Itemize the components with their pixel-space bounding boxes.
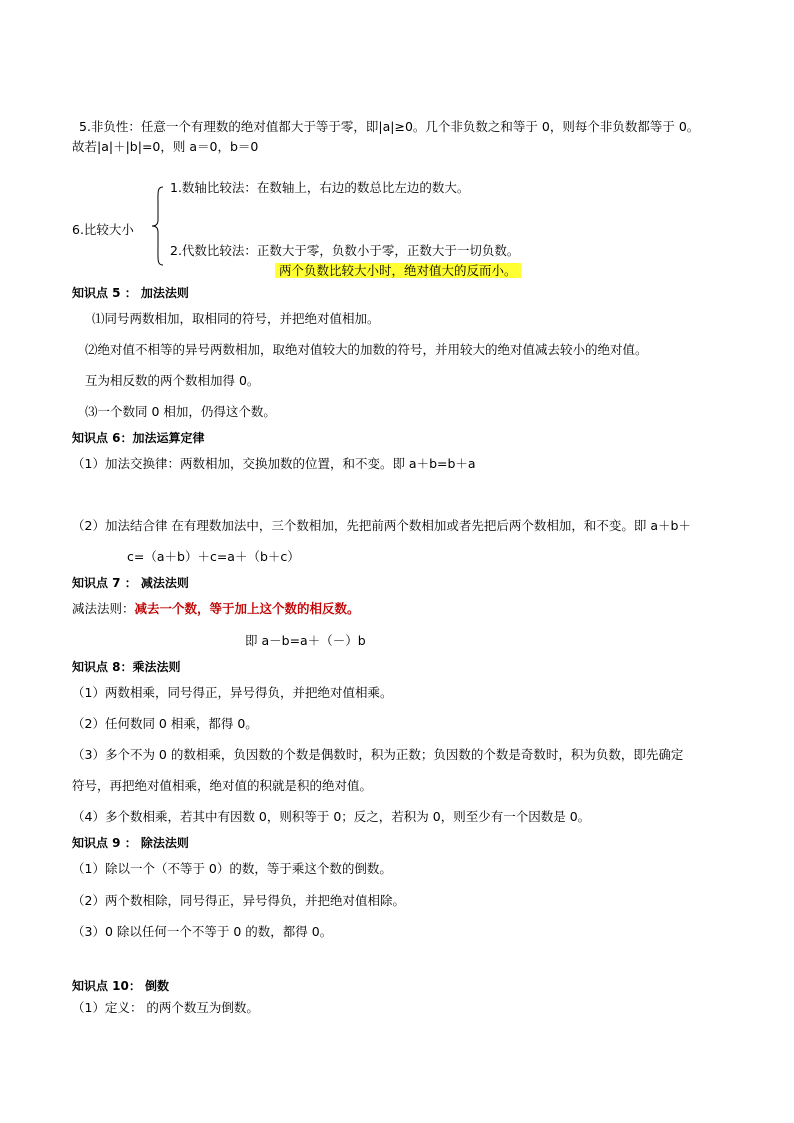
k9-rule3: （3）0 除以任何一个不等于 0 的数，都得 0。: [72, 924, 333, 939]
s6-highlight: [275, 263, 521, 279]
k6-rule1: （1）加法交换律：两数相加，交换加数的位置，和不变。即 a＋b=b＋a: [72, 456, 476, 471]
k8-rule2: （2）任何数同 0 相乘，都得 0。: [72, 716, 258, 731]
k9-rule2: （2）两个数相除，同号得正，异号得负，并把绝对值相除。: [72, 893, 405, 908]
s6-item1: 1.数轴比较法：在数轴上，右边的数总比左边的数大。: [170, 180, 470, 195]
s6-item2: 2.代数比较法：正数大于零，负数小于零，正数大于一切负数。: [170, 243, 520, 258]
k6-rule2b: c=（a＋b）＋c=a＋（b＋c）: [127, 549, 300, 564]
highlight-text: 两个负数比较大小时，绝对值大的反而小。: [275, 263, 521, 278]
k8-title: 知识点 8：乘法法则: [72, 660, 181, 674]
k7-formula: 即 a－b=a＋（－）b: [245, 633, 366, 648]
k7-rule: [72, 601, 360, 617]
k5-title: 知识点 5 ： 加法法则: [72, 286, 189, 300]
k8-rule3: （3）多个不为 0 的数相乘，负因数的个数是偶数时，积为正数；负因数的个数是奇数时，积为负数，即先确定: [72, 747, 684, 762]
k7-title: 知识点 7 ： 减法法则: [72, 576, 189, 590]
k7-rule-text: 减去一个数，等于加上这个数的相反数。: [134, 601, 360, 616]
k10-rule1: （1）定义： 的两个数互为倒数。: [72, 1000, 259, 1015]
k7-prefix: 减法法则：: [72, 601, 135, 616]
k5-rule1: ⑴同号两数相加，取相同的符号，并把绝对值相加。: [92, 311, 380, 326]
k8-rule4: （4）多个数相乘，若其中有因数 0，则积等于 0；反之，若积为 0，则至少有一个因数是 0。: [72, 809, 591, 824]
k5-rule2b: 互为相反数的两个数相加得 0。: [85, 373, 260, 388]
k9-rule1: （1）除以一个（不等于 0）的数，等于乘这个数的倒数。: [72, 861, 392, 876]
s5-line2: 故若|a|＋|b|=0，则 a＝0，b＝0: [72, 139, 259, 154]
k10-title: 知识点 10： 倒数: [72, 979, 170, 993]
s6-label: 6.比较大小: [72, 222, 134, 237]
k6-rule2: （2）加法结合律 在有理数加法中，三个数相加，先把前两个数相加或者先把后两个数相加，和不变。即 a＋b＋: [72, 518, 691, 533]
k6-title: 知识点 6：加法运算定律: [72, 431, 205, 445]
k5-rule3: ⑶一个数同 0 相加，仍得这个数。: [85, 404, 276, 419]
k8-rule3b: 符号，再把绝对值相乘，绝对值的积就是积的绝对值。: [72, 778, 373, 793]
k8-rule1: （1）两数相乘，同号得正，异号得负，并把绝对值相乘。: [72, 685, 393, 700]
s5-line1: 5.非负性：任意一个有理数的绝对值都大于等于零，即|a|≥0。几个非负数之和等于 0，则每个非负数都等于 0。: [79, 119, 700, 134]
k9-title: 知识点 9 ： 除法法则: [72, 836, 189, 850]
brace-icon: [151, 186, 165, 266]
k5-rule2: ⑵绝对值不相等的异号两数相加，取绝对值较大的加数的符号，并用较大的绝对值减去较小的绝对值。: [85, 342, 648, 357]
